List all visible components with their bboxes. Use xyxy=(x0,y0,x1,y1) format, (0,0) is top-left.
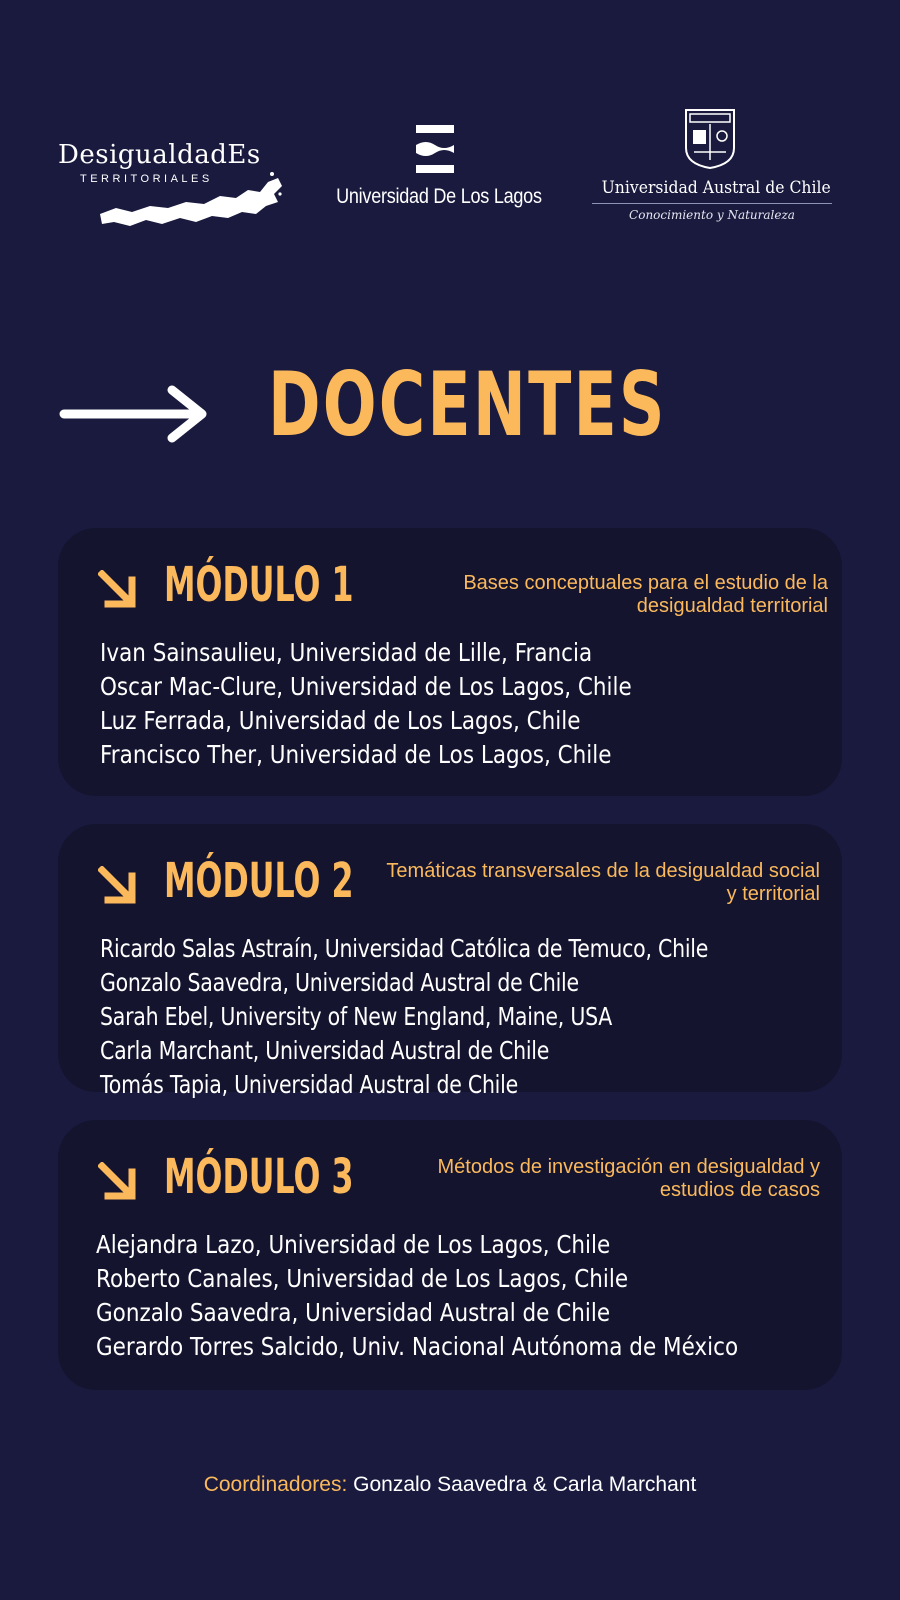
desigualdades-logo-subtitle: TERRITORIALES xyxy=(80,173,213,185)
coordinators-footer xyxy=(0,1473,900,1497)
module-card-1 xyxy=(58,528,842,796)
uach-logo-motto: Conocimiento y Naturaleza xyxy=(629,208,795,222)
module-card-2 xyxy=(58,824,842,1099)
uach-logo-name: Universidad Austral de Chile xyxy=(601,178,831,198)
universidad-de-los-lagos-logo xyxy=(320,125,550,215)
coordinators-names: Gonzalo Saavedra & Carla Marchant xyxy=(353,1473,697,1496)
teacher-item: Gonzalo Saavedra, Universidad Austral de Chile xyxy=(96,1298,611,1327)
module-card-3 xyxy=(58,1120,842,1390)
teacher-item: Francisco Ther, Universidad de Los Lagos, Chile xyxy=(100,740,612,769)
teacher-item: Tomás Tapia, Universidad Austral de Chile xyxy=(100,1070,518,1099)
right-arrow-icon xyxy=(58,384,214,444)
teacher-item: Ivan Sainsaulieu, Universidad de Lille, Francia xyxy=(100,638,593,667)
ulagos-logo-name: Universidad De Los Lagos xyxy=(336,185,542,208)
module-description: Métodos de investigación en desigualdad y estudios de casos xyxy=(437,1156,820,1201)
desigualdades-logo-title: DesigualdadEs xyxy=(58,140,261,170)
module-description: Temáticas transversales de la desigualdad social y territorial xyxy=(386,860,820,905)
shield-icon xyxy=(684,108,736,170)
teacher-item: Ricardo Salas Astraín, Universidad Católica de Temuco, Chile xyxy=(100,934,709,963)
coordinators-label: Coordinadores: xyxy=(203,1473,348,1496)
universidad-austral-logo xyxy=(592,108,832,223)
teacher-item: Carla Marchant, Universidad Austral de Chile xyxy=(100,1036,550,1065)
teacher-item: Alejandra Lazo, Universidad de Los Lagos, Chile xyxy=(96,1230,611,1259)
module-title: MÓDULO 2 xyxy=(164,853,354,909)
uach-logo-divider xyxy=(592,203,832,204)
arrow-down-right-icon xyxy=(98,570,136,608)
page-title: DOCENTES xyxy=(268,353,667,456)
waves-icon xyxy=(414,125,456,177)
arrow-down-right-icon xyxy=(98,1162,136,1200)
module-title: MÓDULO 1 xyxy=(164,557,354,613)
teacher-list xyxy=(96,1228,843,1364)
logo-bar xyxy=(0,0,900,260)
desigualdades-territoriales-logo xyxy=(58,140,278,230)
teacher-item: Gonzalo Saavedra, Universidad Austral de Chile xyxy=(100,968,579,997)
teacher-item: Luz Ferrada, Universidad de Los Lagos, Chile xyxy=(100,706,581,735)
teacher-item: Roberto Canales, Universidad de Los Lagos, Chile xyxy=(96,1264,629,1293)
teacher-item: Oscar Mac-Clure, Universidad de Los Lagos, Chile xyxy=(100,672,632,701)
teacher-list xyxy=(100,932,842,1102)
teacher-item: Gerardo Torres Salcido, Univ. Nacional Autónoma de México xyxy=(96,1332,739,1361)
module-description: Bases conceptuales para el estudio de la desigualdad territorial xyxy=(463,572,828,617)
teacher-item: Sarah Ebel, University of New England, Maine, USA xyxy=(100,1002,613,1031)
teacher-list xyxy=(100,636,718,772)
arrow-down-right-icon xyxy=(98,866,136,904)
module-title: MÓDULO 3 xyxy=(164,1149,354,1205)
